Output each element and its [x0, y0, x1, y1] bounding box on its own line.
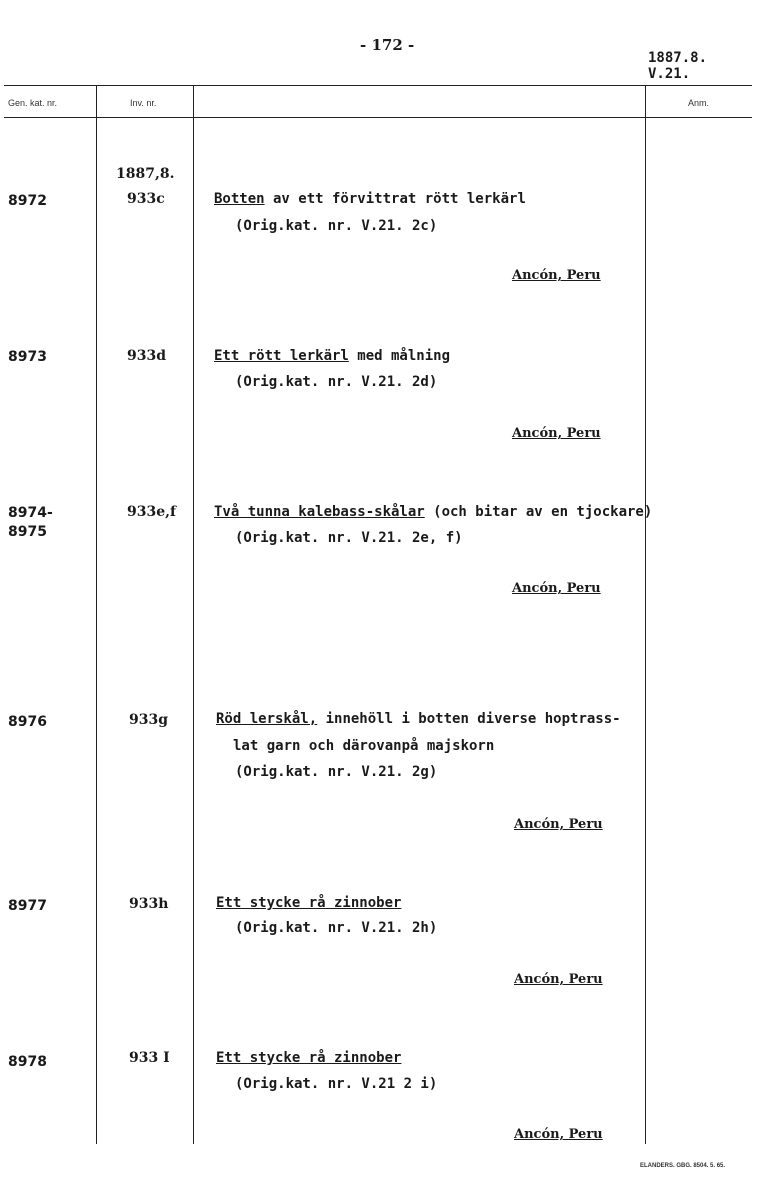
header-top-rule — [4, 85, 752, 86]
entry-description — [214, 348, 450, 364]
gen-number: 8973 — [8, 349, 47, 365]
header-bottom-rule — [4, 117, 752, 118]
gen-number-second: 8975 — [8, 524, 47, 540]
entry-description — [214, 191, 526, 207]
gen-number: 8974- — [8, 505, 53, 521]
orig-catalog-ref: (Orig.kat. nr. V.21 2 i) — [235, 1076, 438, 1092]
page-number: - 172 - — [360, 36, 415, 54]
entry-location: Ancón, Peru — [514, 817, 603, 832]
orig-catalog-ref: (Orig.kat. nr. V.21. 2d) — [235, 374, 438, 390]
description-title: Röd lerskål, — [216, 711, 318, 727]
description-title: Ett stycke rå zinnober — [216, 1050, 402, 1066]
entry-description — [214, 504, 652, 520]
gen-number: 8978 — [8, 1054, 47, 1070]
inv-number: 933e,f — [127, 504, 177, 520]
gen-number: 8976 — [8, 714, 47, 730]
entry-description — [216, 711, 621, 727]
entry-location: Ancón, Peru — [512, 268, 601, 283]
page-ref-year: 1887.8. — [648, 50, 708, 66]
inv-number: 933h — [129, 896, 169, 912]
description-title: Botten — [214, 191, 265, 207]
inv-number: 933 I — [129, 1050, 170, 1066]
description-rest: (och bitar av en tjockare) — [424, 504, 653, 520]
entry-location: Ancón, Peru — [512, 426, 601, 441]
inv-number: 933g — [129, 712, 169, 728]
description-title: Ett stycke rå zinnober — [216, 895, 402, 911]
entry-location: Ancón, Peru — [514, 972, 603, 987]
page-ref-code: V.21. — [648, 66, 691, 82]
orig-catalog-ref: (Orig.kat. nr. V.21. 2h) — [235, 920, 438, 936]
column-header-inv: Inv. nr. — [130, 98, 157, 108]
gen-number: 8972 — [8, 193, 47, 209]
entry-description-line2: lat garn och därovanpå majskorn — [233, 738, 495, 754]
entry-location: Ancón, Peru — [514, 1127, 603, 1142]
printer-mark: ELANDERS. GBG. 8504. 5. 65. — [640, 1163, 726, 1169]
orig-catalog-ref: (Orig.kat. nr. V.21. 2c) — [235, 218, 438, 234]
description-title: Två tunna kalebass-skålar — [214, 504, 425, 520]
column-divider-gen-inv — [96, 86, 97, 1144]
column-divider-desc-anm — [645, 86, 646, 1144]
description-title: Ett rött lerkärl — [214, 348, 349, 364]
entry-description — [216, 895, 401, 911]
description-rest: av ett förvittrat rött lerkärl — [264, 191, 526, 207]
column-header-anm: Anm. — [688, 98, 710, 108]
description-rest: innehöll i botten diverse hoptrass- — [317, 711, 621, 727]
orig-catalog-ref: (Orig.kat. nr. V.21. 2g) — [235, 764, 438, 780]
description-rest: med målning — [348, 348, 451, 364]
entry-location: Ancón, Peru — [512, 581, 601, 596]
column-divider-inv-desc — [193, 86, 194, 1144]
entry-description — [216, 1050, 401, 1066]
inv-number: 933d — [127, 348, 167, 364]
orig-catalog-ref: (Orig.kat. nr. V.21. 2e, f) — [235, 530, 463, 546]
gen-number: 8977 — [8, 898, 47, 914]
year-label: 1887,8. — [116, 166, 175, 182]
column-header-gen: Gen. kat. nr. — [8, 98, 58, 108]
inv-number: 933c — [127, 191, 165, 207]
